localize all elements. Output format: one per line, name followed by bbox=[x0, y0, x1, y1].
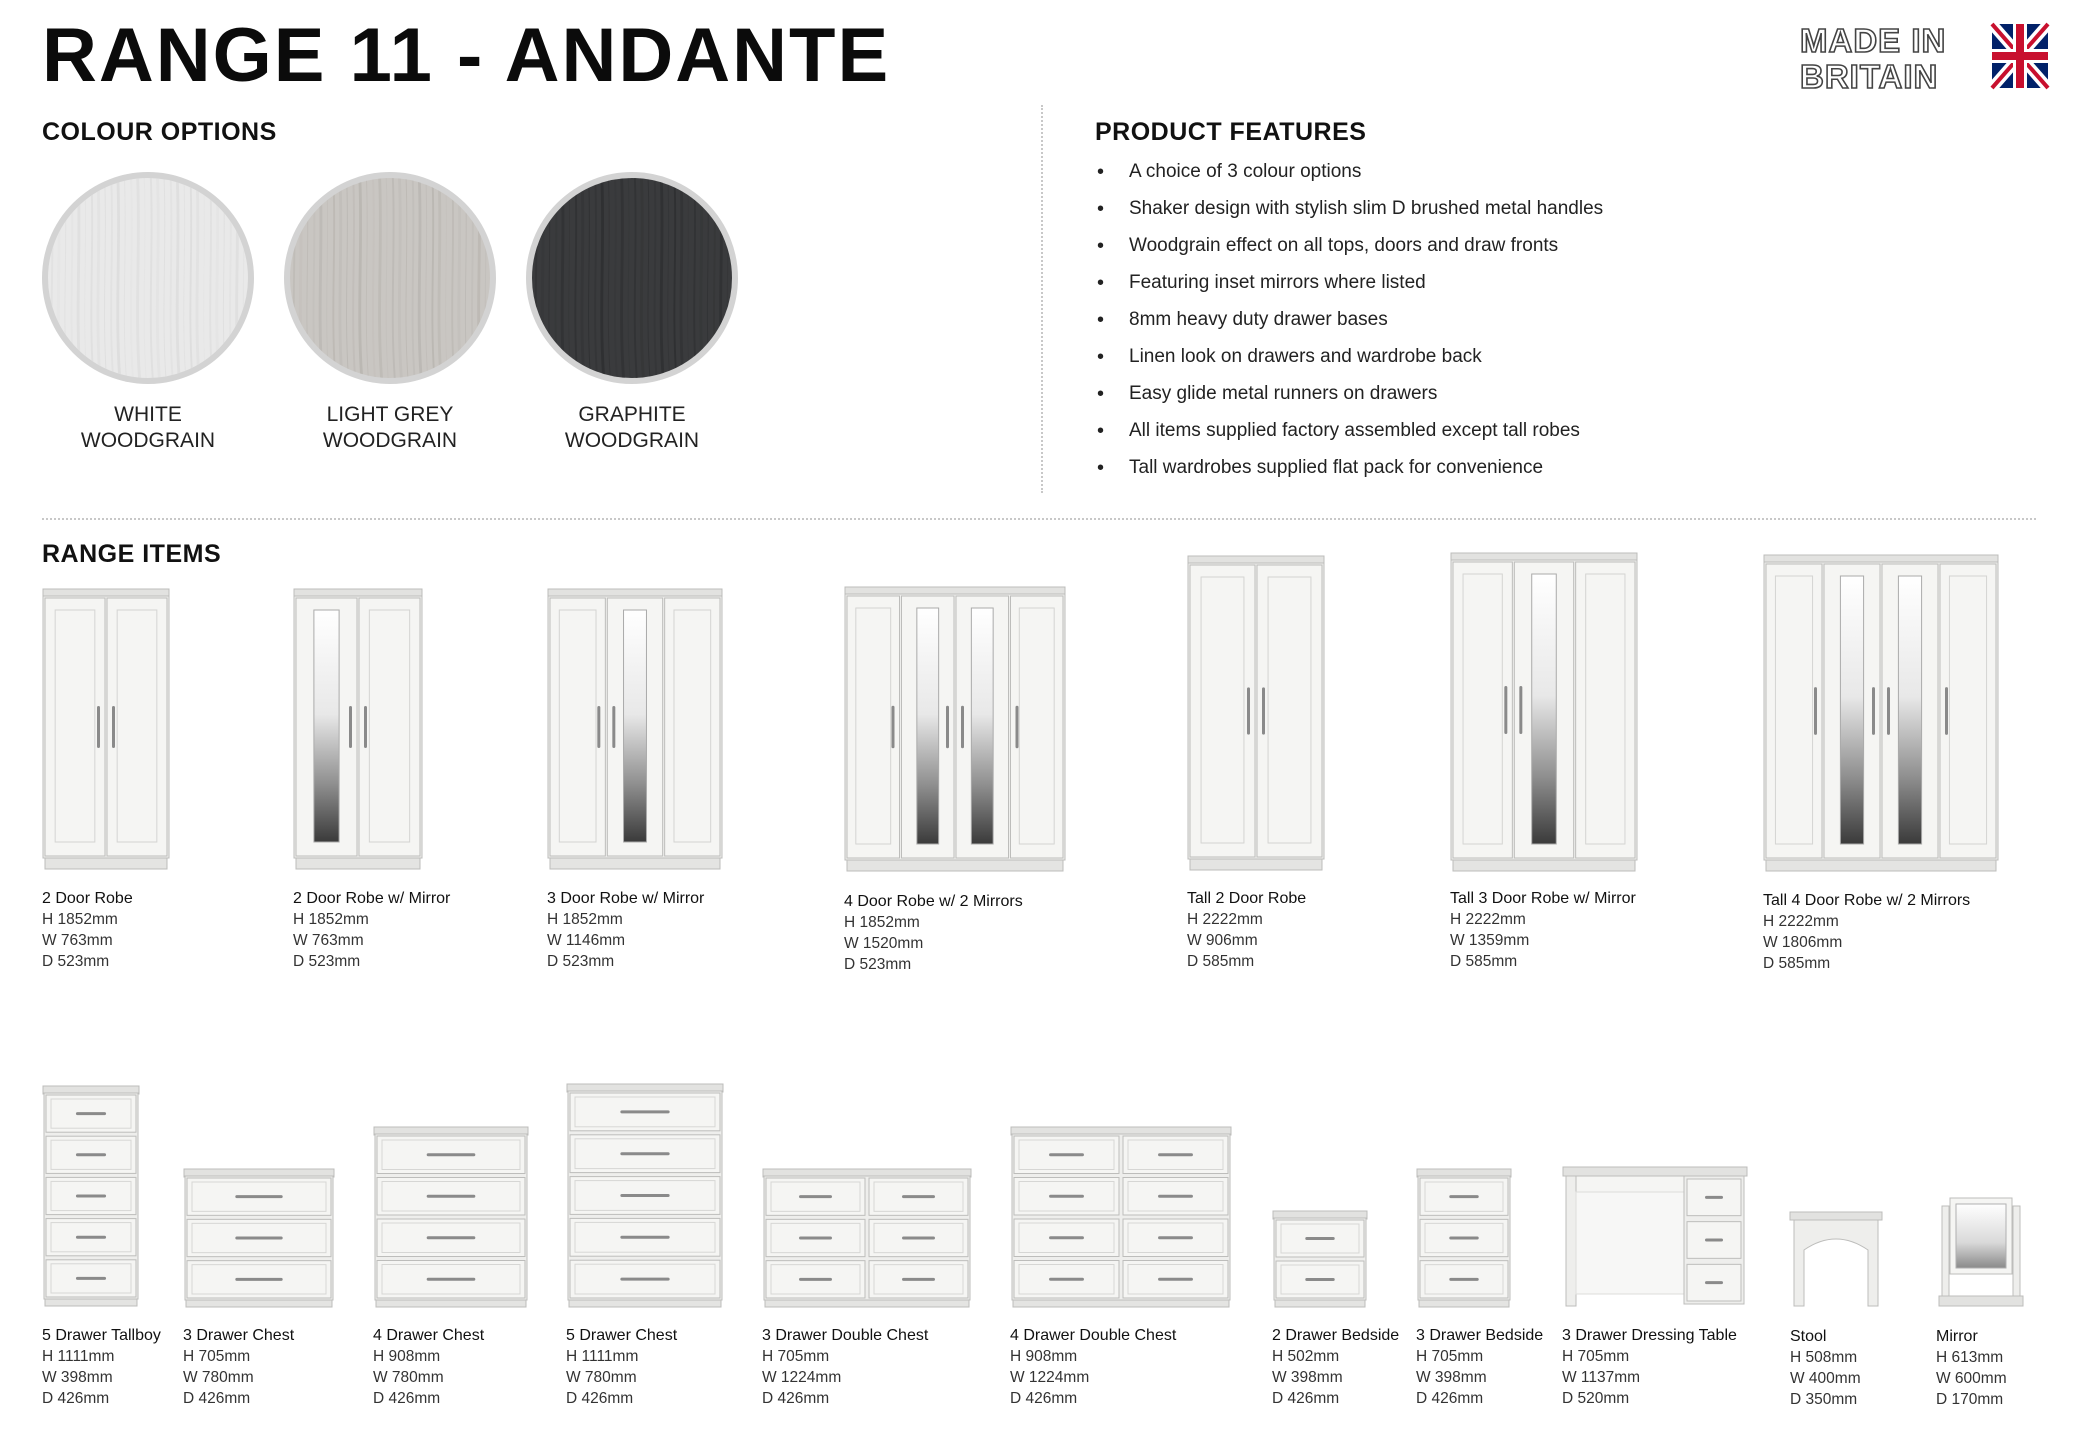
swatch-white-woodgrain bbox=[42, 172, 254, 454]
drawer-handle bbox=[799, 1195, 832, 1198]
chest-plinth bbox=[45, 1299, 137, 1306]
robe-door bbox=[1766, 564, 1822, 858]
robe-handle bbox=[946, 706, 949, 749]
feature-list bbox=[1097, 160, 1603, 493]
drawer-handle bbox=[427, 1153, 476, 1156]
robe-door bbox=[1190, 565, 1255, 857]
feature-item: • Woodgrain effect on all tops, doors and draw fronts bbox=[1097, 235, 1559, 257]
robe-handle bbox=[612, 706, 615, 748]
drawer-handle bbox=[1049, 1236, 1084, 1239]
robe-door bbox=[1940, 564, 1996, 858]
product-image bbox=[293, 588, 423, 870]
robe-handle bbox=[1247, 687, 1250, 734]
swatch-disc bbox=[526, 172, 738, 384]
robe-mirror bbox=[1898, 576, 1921, 844]
robe-door bbox=[45, 598, 105, 856]
product-image bbox=[1450, 552, 1638, 872]
drawer-handle bbox=[1158, 1236, 1193, 1239]
robe-plinth bbox=[45, 858, 167, 869]
robe-handle bbox=[1945, 687, 1948, 735]
table-leg bbox=[1566, 1176, 1576, 1306]
product-details: 3 Drawer Chest H 705mm W 780mm D 426mm bbox=[183, 1327, 295, 1407]
product-image bbox=[566, 1083, 724, 1308]
product-details: 2 Drawer Bedside H 502mm W 398mm D 426mm bbox=[1272, 1327, 1400, 1407]
drawer-handle bbox=[902, 1237, 935, 1240]
robe-handle bbox=[1504, 686, 1507, 734]
drawer-handle bbox=[76, 1195, 106, 1198]
robe-handle bbox=[112, 706, 115, 748]
product-image bbox=[183, 1168, 335, 1308]
badge-line-2: BRITAIN bbox=[1800, 58, 1939, 92]
product-details: 3 Door Robe w/ Mirror H 1852mm W 1146mm D 523mm bbox=[547, 890, 705, 970]
drawer-handle bbox=[76, 1153, 106, 1156]
robe-handle bbox=[1262, 687, 1265, 734]
feature-item: • All items supplied factory assembled except tall robes bbox=[1097, 420, 1580, 442]
drawer-handle bbox=[620, 1152, 669, 1155]
badge-line-1: MADE IN bbox=[1800, 22, 1947, 59]
robe-door bbox=[107, 598, 167, 856]
robe-door bbox=[1576, 562, 1635, 858]
product-image bbox=[844, 586, 1066, 872]
product-image bbox=[1272, 1210, 1368, 1308]
chest-plinth bbox=[765, 1300, 969, 1307]
product-details: Mirror H 613mm W 600mm D 170mm bbox=[1936, 1328, 2007, 1408]
product-image bbox=[42, 1085, 140, 1307]
robe-handle bbox=[1887, 687, 1890, 735]
drawer-handle bbox=[1049, 1278, 1084, 1281]
drawer-handle bbox=[620, 1278, 669, 1281]
page-title: RANGE 11 - ANDANTE bbox=[42, 13, 891, 98]
robe-handle bbox=[1519, 686, 1522, 734]
mirror-post bbox=[2013, 1206, 2020, 1296]
robe-mirror bbox=[1532, 574, 1557, 844]
robe-plinth bbox=[1453, 860, 1635, 871]
robe-handle bbox=[961, 706, 964, 749]
product-details: Tall 2 Door Robe H 2222mm W 906mm D 585mm bbox=[1187, 890, 1307, 970]
product-image bbox=[1010, 1126, 1232, 1308]
drawer-handle bbox=[902, 1278, 935, 1281]
robe-door bbox=[1453, 562, 1512, 858]
stool-frame bbox=[1794, 1220, 1878, 1306]
product-details: 2 Door Robe H 1852mm W 763mm D 523mm bbox=[42, 890, 133, 970]
feature-item: • Tall wardrobes supplied flat pack for convenience bbox=[1097, 457, 1544, 479]
robe-handle bbox=[1814, 687, 1817, 735]
robe-mirror bbox=[624, 610, 647, 842]
robe-mirror bbox=[314, 610, 339, 842]
product-image bbox=[1763, 554, 1999, 872]
robe-handle bbox=[1016, 706, 1019, 749]
product-image bbox=[762, 1168, 972, 1308]
made-in-britain-badge bbox=[1800, 22, 2050, 92]
robe-handle bbox=[349, 706, 352, 748]
robe-handle bbox=[597, 706, 600, 748]
drawer-handle bbox=[1049, 1153, 1084, 1156]
robe-mirror bbox=[1840, 576, 1863, 844]
swatch-graphite-woodgrain bbox=[526, 172, 738, 454]
swatch-light-grey-woodgrain bbox=[284, 172, 496, 454]
product-details: 5 Drawer Chest H 1111mm W 780mm D 426mm bbox=[566, 1327, 678, 1407]
drawer-handle bbox=[235, 1237, 282, 1240]
product-details: 4 Drawer Double Chest H 908mm W 1224mm D 426mm bbox=[1010, 1327, 1177, 1407]
chest-plinth bbox=[376, 1300, 526, 1307]
robe-handle bbox=[97, 706, 100, 748]
drawer-handle bbox=[1049, 1195, 1084, 1198]
chest-plinth bbox=[1275, 1300, 1365, 1307]
drawer-handle bbox=[1449, 1195, 1478, 1198]
feature-item: • Easy glide metal runners on drawers bbox=[1097, 383, 1438, 405]
drawer-handle bbox=[1158, 1153, 1193, 1156]
drawer-handle bbox=[620, 1110, 669, 1113]
swatch-label: GRAPHITE WOODGRAIN bbox=[564, 403, 700, 452]
product-details: 4 Door Robe w/ 2 Mirrors H 1852mm W 1520mm D 523mm bbox=[844, 893, 1023, 973]
drawer-handle bbox=[1705, 1239, 1723, 1242]
product-details: 4 Drawer Chest H 908mm W 780mm D 426mm bbox=[373, 1327, 485, 1407]
product-image bbox=[1562, 1166, 1748, 1308]
drawer-handle bbox=[1449, 1237, 1478, 1240]
drawer-handle bbox=[1449, 1278, 1478, 1281]
robe-plinth bbox=[847, 860, 1063, 871]
robe-plinth bbox=[296, 858, 420, 869]
feature-item: • Linen look on drawers and wardrobe back bbox=[1097, 346, 1482, 368]
robe-plinth bbox=[550, 858, 720, 869]
robe-handle bbox=[892, 706, 895, 749]
product-details: Tall 3 Door Robe w/ Mirror H 2222mm W 1359mm D 585mm bbox=[1450, 890, 1636, 970]
range-items-heading: RANGE ITEMS bbox=[42, 540, 222, 568]
product-image bbox=[1187, 555, 1325, 871]
drawer-handle bbox=[427, 1236, 476, 1239]
feature-item: • 8mm heavy duty drawer bases bbox=[1097, 309, 1388, 331]
product-image bbox=[1416, 1168, 1512, 1308]
drawer-handle bbox=[76, 1277, 106, 1280]
drawer-handle bbox=[235, 1195, 282, 1198]
chest-plinth bbox=[569, 1300, 721, 1307]
product-image bbox=[1788, 1210, 1884, 1308]
product-image bbox=[42, 588, 170, 870]
drawer-handle bbox=[799, 1237, 832, 1240]
drawer-handle bbox=[620, 1194, 669, 1197]
robe-door bbox=[359, 598, 420, 856]
feature-item: • Shaker design with stylish slim D brushed metal handles bbox=[1097, 198, 1604, 220]
drawer-handle bbox=[799, 1278, 832, 1281]
robe-plinth bbox=[1766, 860, 1996, 871]
feature-item: • A choice of 3 colour options bbox=[1097, 161, 1362, 183]
robe-mirror bbox=[971, 608, 993, 844]
swatch-label: WHITE WOODGRAIN bbox=[80, 403, 216, 452]
product-image bbox=[547, 588, 723, 870]
drawer-handle bbox=[1158, 1195, 1193, 1198]
union-flag-icon bbox=[1992, 24, 2048, 88]
horizontal-divider bbox=[42, 518, 2036, 520]
drawer-handle bbox=[1158, 1278, 1193, 1281]
robe-plinth bbox=[1190, 859, 1322, 870]
product-details: 2 Door Robe w/ Mirror H 1852mm W 763mm D 523mm bbox=[293, 890, 451, 970]
drawer-handle bbox=[1705, 1196, 1723, 1199]
drawer-handle bbox=[1705, 1281, 1723, 1284]
chest-plinth bbox=[186, 1300, 332, 1307]
robe-door bbox=[1257, 565, 1322, 857]
drawer-handle bbox=[427, 1278, 476, 1281]
drawer-handle bbox=[427, 1195, 476, 1198]
robe-handle bbox=[1872, 687, 1875, 735]
mirror-glass bbox=[1956, 1204, 2006, 1268]
product-image bbox=[1938, 1192, 2024, 1308]
table-back bbox=[1576, 1192, 1684, 1294]
drawer-handle bbox=[620, 1236, 669, 1239]
robe-door bbox=[665, 598, 720, 856]
mirror-post bbox=[1942, 1206, 1949, 1296]
product-details: 3 Drawer Bedside H 705mm W 398mm D 426mm bbox=[1416, 1327, 1544, 1407]
robe-mirror bbox=[917, 608, 939, 844]
vertical-divider bbox=[1041, 105, 1043, 493]
product-image bbox=[373, 1126, 529, 1308]
robe-door bbox=[550, 598, 605, 856]
chest-plinth bbox=[1013, 1300, 1229, 1307]
product-details: Tall 4 Door Robe w/ 2 Mirrors H 2222mm W 1806mm D 585mm bbox=[1763, 892, 1971, 972]
product-details: 5 Drawer Tallboy H 1111mm W 398mm D 426mm bbox=[42, 1327, 161, 1407]
chest-plinth bbox=[1419, 1300, 1509, 1307]
feature-item: • Featuring inset mirrors where listed bbox=[1097, 272, 1426, 294]
drawer-handle bbox=[1305, 1237, 1334, 1240]
table-top bbox=[1563, 1167, 1747, 1176]
swatch-disc bbox=[284, 172, 496, 384]
drawer-handle bbox=[76, 1112, 106, 1115]
swatch-label: LIGHT GREY WOODGRAIN bbox=[322, 403, 458, 452]
colour-options-heading: COLOUR OPTIONS bbox=[42, 118, 277, 146]
product-features-heading: PRODUCT FEATURES bbox=[1095, 118, 1367, 146]
product-details: 3 Drawer Double Chest H 705mm W 1224mm D 426mm bbox=[762, 1327, 929, 1407]
drawer-handle bbox=[1305, 1278, 1334, 1281]
robe-handle bbox=[364, 706, 367, 748]
swatch-disc bbox=[42, 172, 254, 384]
stool-seat bbox=[1790, 1212, 1882, 1220]
mirror-base bbox=[1939, 1296, 2023, 1306]
table-apron bbox=[1576, 1176, 1684, 1192]
drawer-handle bbox=[902, 1195, 935, 1198]
drawer-handle bbox=[235, 1278, 282, 1281]
drawer-handle bbox=[76, 1236, 106, 1239]
product-details: 3 Drawer Dressing Table H 705mm W 1137mm D 520mm bbox=[1562, 1327, 1737, 1407]
product-details: Stool H 508mm W 400mm D 350mm bbox=[1790, 1328, 1861, 1408]
